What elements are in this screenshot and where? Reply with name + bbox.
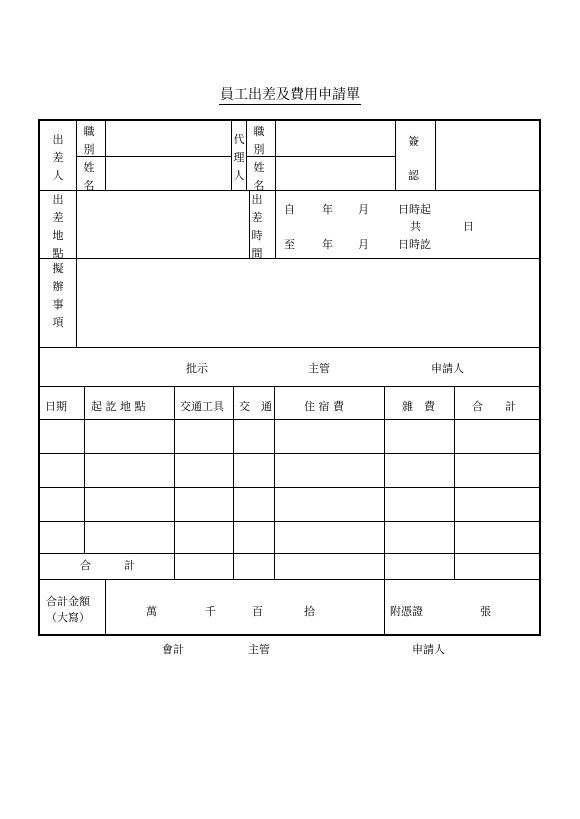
form-title: 員工出差及費用申請單 [220, 87, 360, 103]
col-divider [105, 121, 106, 190]
col-divider [395, 121, 396, 190]
header-total: 合 計 [472, 400, 516, 413]
job-label: 職別 [83, 125, 95, 156]
col-divider [454, 386, 455, 579]
row-divider [40, 258, 539, 259]
col-divider [384, 386, 385, 636]
col-divider [233, 386, 234, 579]
approval-instruction: 批示 [186, 362, 208, 375]
traveler-label: 出差人 [52, 133, 64, 182]
col-divider [105, 579, 106, 636]
subtotal-label: 合 計 [80, 559, 135, 572]
time-label: 出差時間 [251, 193, 263, 260]
row-divider [40, 347, 539, 348]
col-divider [76, 121, 77, 190]
header-misc: 雜 費 [402, 400, 435, 413]
row-divider [40, 453, 539, 454]
signature-label-bottom: 認 [408, 169, 419, 182]
col-divider [76, 190, 77, 258]
approval-applicant: 申請人 [431, 362, 464, 375]
row-divider [40, 521, 539, 522]
col-divider [274, 386, 275, 579]
time-month: 月 [358, 203, 369, 216]
row-divider [40, 487, 539, 488]
col-divider [435, 121, 436, 190]
matters-label: 擬辦事項 [52, 262, 64, 329]
footer-applicant: 申請人 [412, 643, 445, 656]
signature-label-top: 簽 [408, 135, 419, 148]
travel-expense-form [38, 119, 541, 636]
time-end-suffix: 日時訖 [398, 238, 431, 251]
amount-label-line2: （大寫） [46, 611, 90, 624]
footer-supervisor: 主管 [248, 643, 270, 656]
agent-job-label: 職別 [253, 125, 265, 156]
time-day: 日 [463, 220, 474, 233]
voucher-label: 附憑證 [390, 605, 423, 618]
time-to: 至 [284, 238, 295, 251]
time-month: 月 [358, 238, 369, 251]
agent-name-label: 姓名 [253, 161, 265, 192]
row-divider [40, 386, 539, 387]
header-date: 日期 [45, 400, 67, 413]
col-divider [76, 258, 77, 347]
amount-unit: 萬 [146, 605, 157, 618]
col-divider [275, 121, 276, 190]
header-lodging: 住 宿 費 [304, 400, 344, 413]
row-divider [40, 553, 539, 554]
col-divider [174, 386, 175, 579]
time-year: 年 [322, 203, 333, 216]
col-divider [84, 386, 85, 553]
footer-accounting: 會計 [162, 643, 184, 656]
time-from: 自 [284, 203, 295, 216]
time-year: 年 [322, 238, 333, 251]
row-divider [40, 419, 539, 420]
time-start-suffix: 日時起 [398, 203, 431, 216]
header-transport-fee: 交 通 [239, 400, 272, 413]
amount-unit: 拾 [304, 605, 315, 618]
row-divider [40, 579, 539, 580]
location-label: 出差地點 [52, 193, 64, 260]
header-route: 起 訖 地 點 [91, 400, 146, 413]
time-total: 共 [410, 220, 421, 233]
col-divider [246, 121, 247, 190]
voucher-unit: 張 [480, 605, 491, 618]
col-divider [275, 190, 276, 258]
row-divider [246, 156, 395, 157]
row-divider [76, 156, 231, 157]
amount-label-line1: 合計金額 [46, 595, 90, 608]
amount-unit: 千 [205, 605, 216, 618]
row-divider [40, 190, 539, 191]
amount-unit: 百 [252, 605, 263, 618]
header-transport-tool: 交通工具 [180, 400, 224, 413]
name-label: 姓名 [83, 161, 95, 192]
agent-label: 代理人 [233, 133, 245, 182]
approval-supervisor: 主管 [308, 362, 330, 375]
